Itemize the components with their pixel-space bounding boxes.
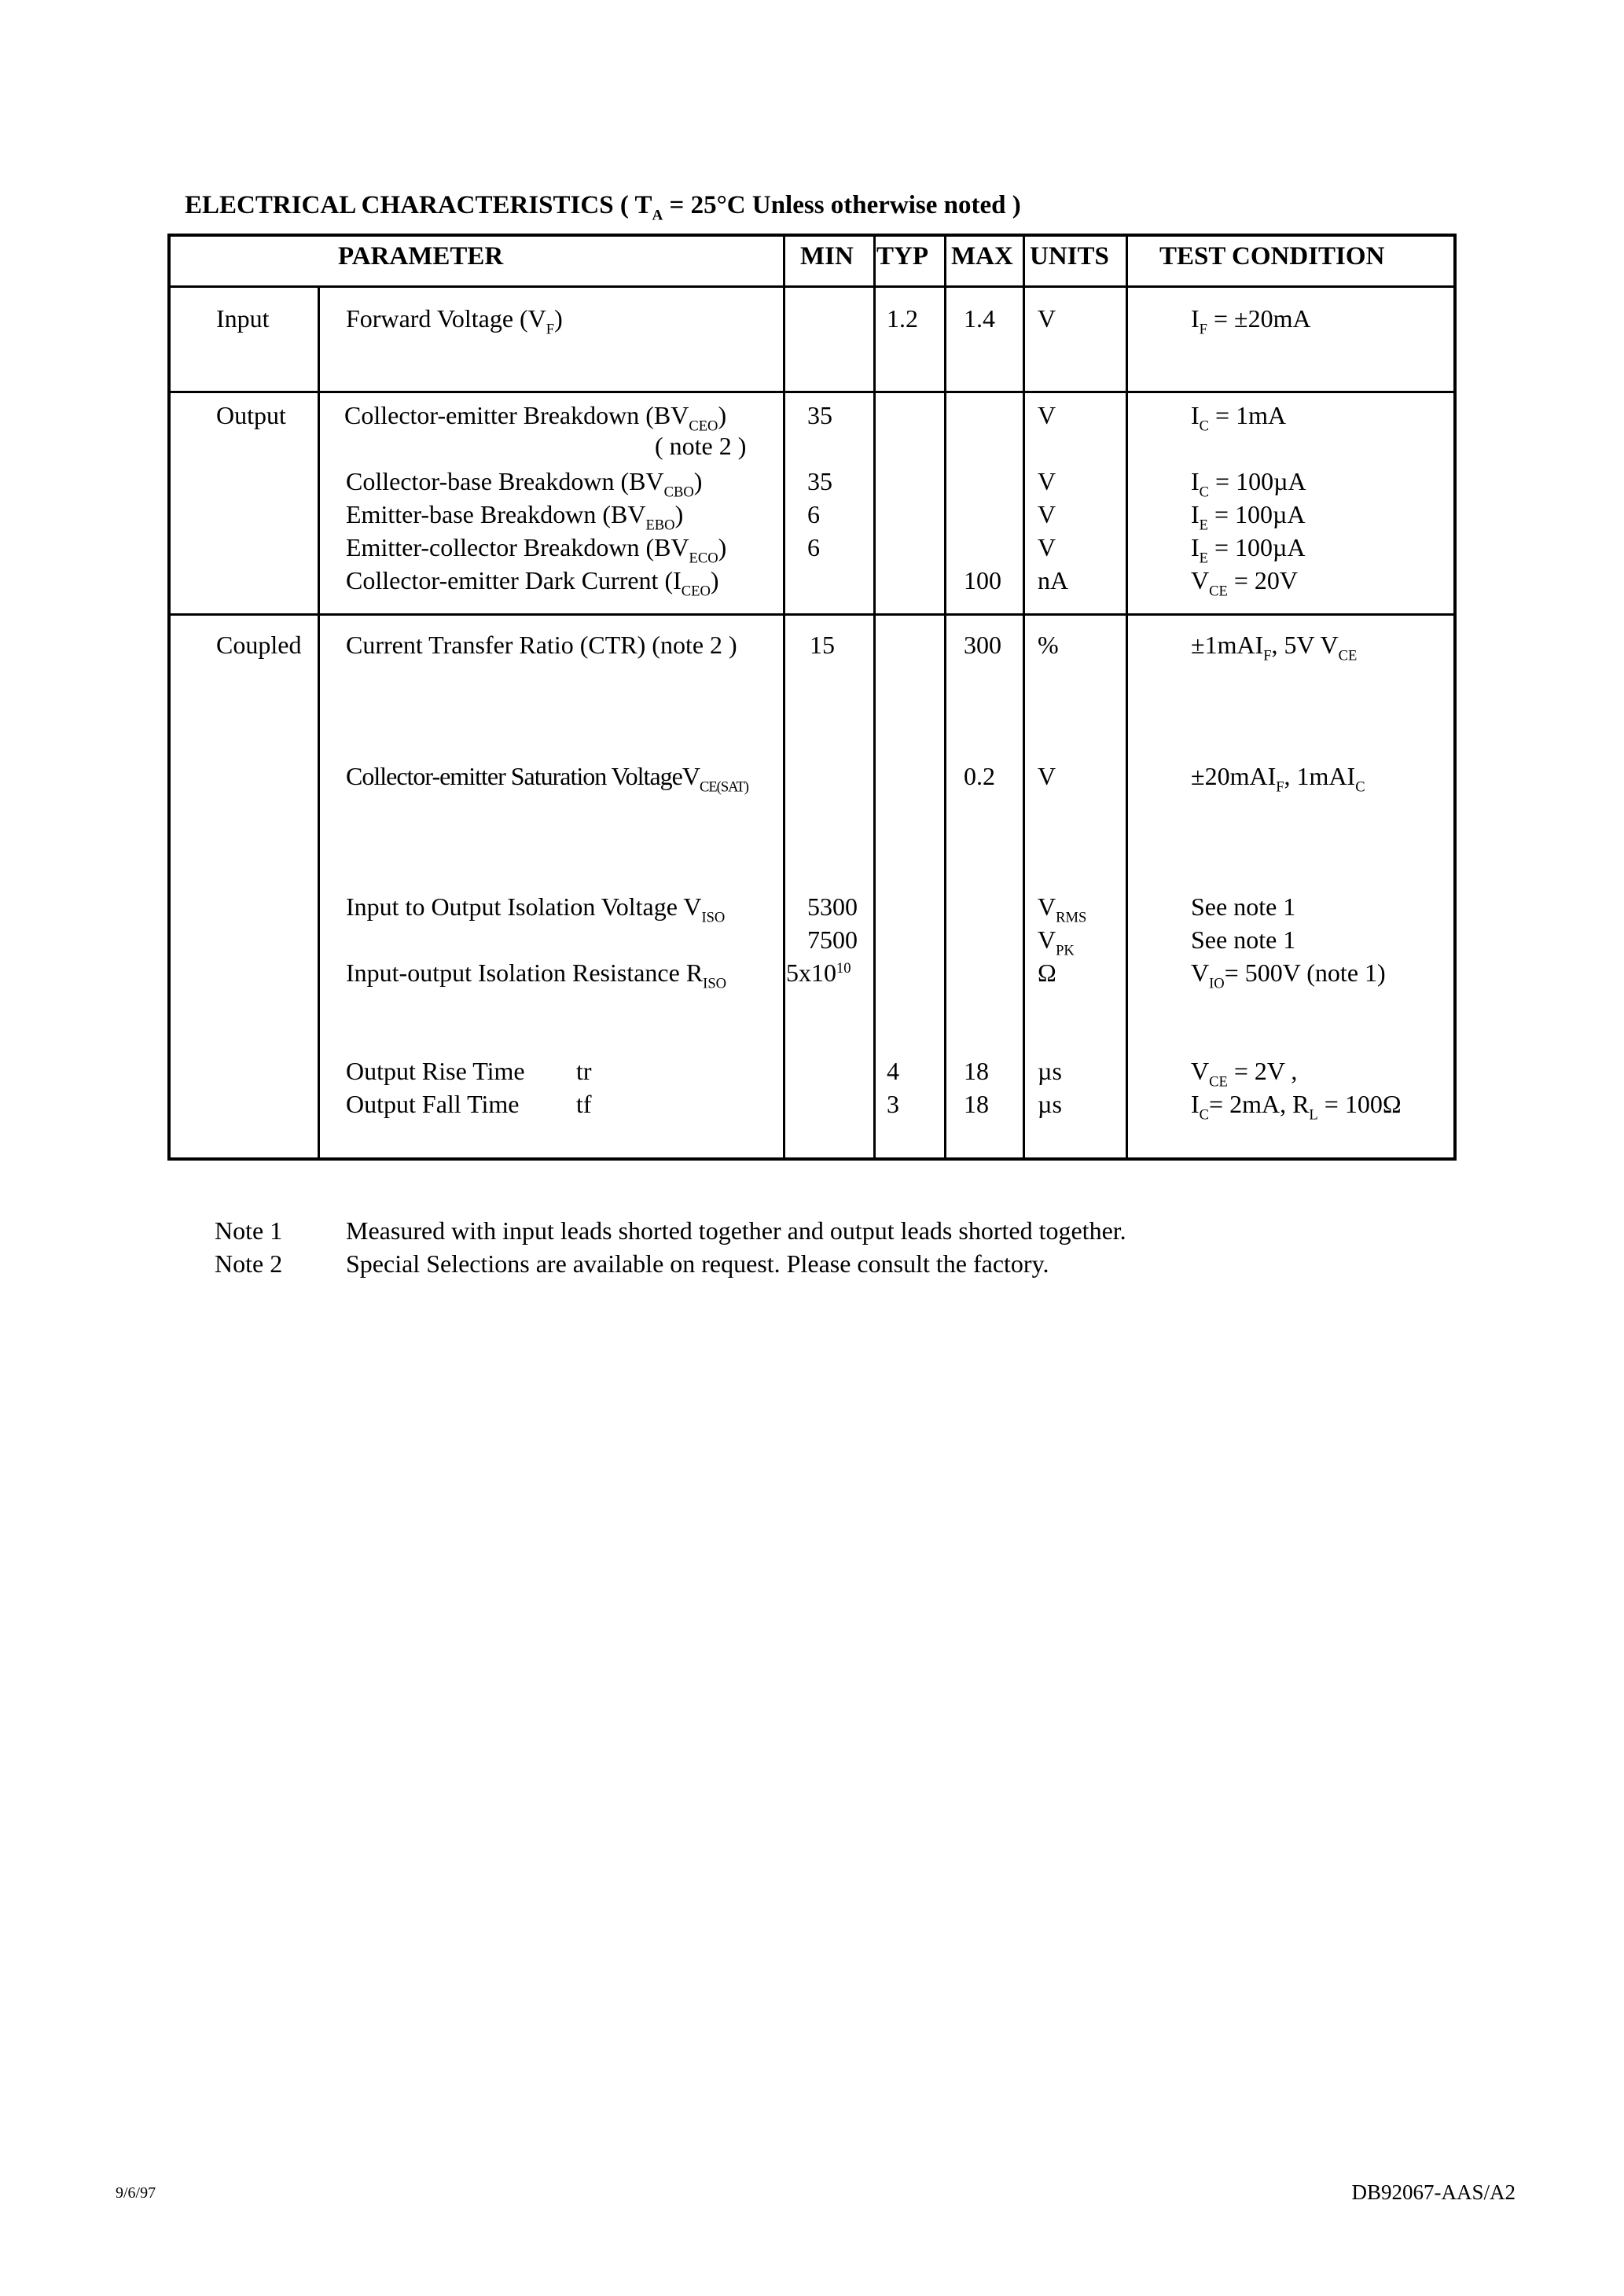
min-bveco: 6 [807,533,820,561]
max-ctr: 300 [964,631,1001,659]
characteristics-table [167,234,1457,1161]
section-input: Input [216,304,270,333]
header-parameter: PARAMETER [338,242,504,270]
param-bveco: Emitter-collector Breakdown $(BV_{ECO})$ [346,533,727,567]
units-fall-time: µs [1038,1090,1062,1118]
param-bvceo: Collector-emitter Breakdown $(BV_{CEO})$ [344,401,727,435]
param-fall-time: Output Fall Time [346,1090,520,1118]
section-divider [318,285,320,1161]
tc-iceo: $V_{CE} = 20V$ [1191,566,1298,600]
header-rule [167,285,1457,288]
footer-doc-number: DB92067-AAS/A2 [1351,2180,1516,2204]
input-section-rule [167,391,1457,393]
units-vcesat: V [1038,762,1056,790]
header-max: MAX [951,242,1013,270]
min-bvcbo: 35 [807,467,832,495]
tc-viso-pk: See note 1 [1191,925,1296,954]
tc-rise-time: $V_{CE} = 2V$ , [1191,1057,1298,1091]
units-bveco: V [1038,533,1056,561]
tc-ctr: ±1mAI$_F$, 5V $V_{CE}$ [1191,631,1358,664]
units-ctr: % [1038,631,1059,659]
units-riso: Ω [1038,959,1056,987]
header-units: UNITS [1030,242,1109,270]
units-forward-voltage: V [1038,304,1056,333]
units-viso-pk: $V_{PK}$ [1038,925,1075,959]
units-bvebo: V [1038,500,1056,528]
units-viso-rms: $V_{RMS}$ [1038,892,1087,926]
param-ctr: Current Transfer Ratio (CTR) (note 2 ) [346,631,737,659]
min-bvceo: 35 [807,401,832,429]
output-section-rule [167,613,1457,616]
footer-date: 9/6/97 [116,2184,156,2202]
min-viso-pk: 7500 [807,925,858,954]
min-bvebo: 6 [807,500,820,528]
header-test-condition: TEST CONDITION [1159,242,1385,270]
units-iceo: nA [1038,566,1069,594]
note-2-text: Special Selections are available on request. Please consult the factory. [346,1249,1049,1278]
param-forward-voltage: Forward Voltage $(V_F)$ [346,304,563,338]
typ-forward-voltage: 1.2 [887,304,918,333]
param-rise-time: Output Rise Time [346,1057,525,1085]
param-vcesat: Collector-emitter Saturation VoltageV$_{CE(SAT)}$ [346,762,748,796]
units-bvceo: V [1038,401,1056,429]
tc-bvceo: $I_C = 1mA$ [1191,401,1287,435]
param-riso: Input-output Isolation Resistance $R_{ISO}$ [346,959,727,992]
symbol-fall-time: tf [576,1090,592,1118]
typ-rise-time: 4 [887,1057,899,1085]
note-2-label: Note 2 [215,1249,283,1278]
header-min: MIN [800,242,854,270]
test-divider [1126,234,1128,1161]
min-riso: $5x10^{10}$ [786,959,851,987]
max-rise-time: 18 [964,1057,989,1085]
tc-riso: $V_{IO}= 500V$ (note 1) [1191,959,1386,992]
tc-vcesat: ±20mAI$_F$, 1mAI$_C$ [1191,762,1365,796]
units-divider [1023,234,1025,1161]
param-bvcbo: Collector-base Breakdown $(BV_{CBO})$ [346,467,703,501]
tc-bvcbo: $I_C = 100\mu A$ [1191,467,1306,501]
min-divider [783,234,785,1161]
tc-forward-voltage: $I_F = \pm 20mA$ [1191,304,1311,338]
tc-fall-time: $I_C= 2mA$, $R_L = 100\Omega$ [1191,1090,1402,1124]
min-viso-rms: 5300 [807,892,858,921]
min-ctr: 15 [810,631,835,659]
max-iceo: 100 [964,566,1001,594]
param-viso: Input to Output Isolation Voltage $V_{ISO}$ [346,892,726,926]
max-vcesat: 0.2 [964,762,995,790]
param-iceo: Collector-emitter Dark Current $(I_{CEO})$ [346,566,719,600]
typ-fall-time: 3 [887,1090,899,1118]
param-bvceo-note: ( note 2 ) [655,432,747,460]
note-1-label: Note 1 [215,1216,283,1245]
max-fall-time: 18 [964,1090,989,1118]
max-forward-voltage: 1.4 [964,304,995,333]
units-bvcbo: V [1038,467,1056,495]
header-typ: TYP [876,242,928,270]
tc-bvebo: $I_E = 100\mu A$ [1191,500,1306,534]
typ-divider [873,234,876,1161]
units-rise-time: µs [1038,1057,1062,1085]
tc-bveco: $I_E = 100\mu A$ [1191,533,1306,567]
max-divider [944,234,946,1161]
note-1-text: Measured with input leads shorted together and output leads shorted together. [346,1216,1126,1245]
page-title: ELECTRICAL CHARACTERISTICS ( $T_A = 25^\circ C$ Unless otherwise noted ) [185,191,1021,224]
section-coupled: Coupled [216,631,302,659]
tc-viso-rms: See note 1 [1191,892,1296,921]
section-output: Output [216,401,286,429]
param-bvebo: Emitter-base Breakdown $(BV_{EBO})$ [346,500,684,534]
symbol-rise-time: tr [576,1057,592,1085]
